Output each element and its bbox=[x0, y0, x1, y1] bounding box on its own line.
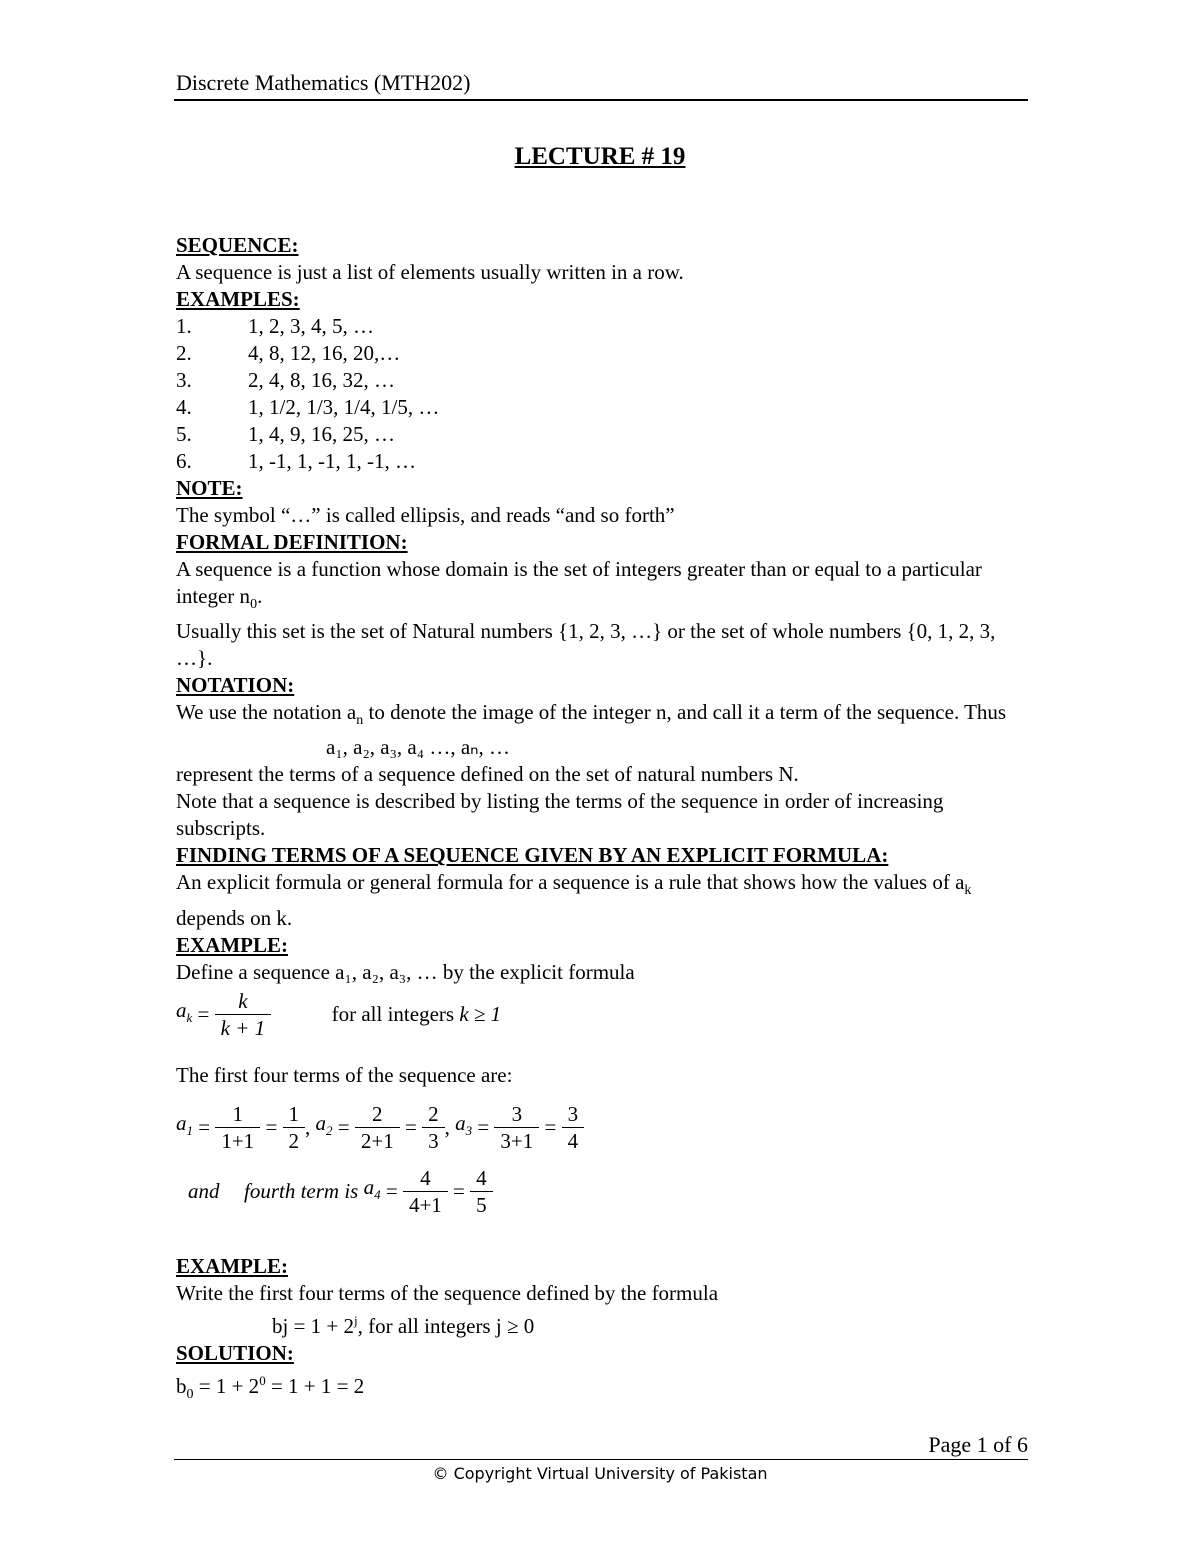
formal-definition-heading: FORMAL DEFINITION: bbox=[176, 530, 408, 554]
formal-definition-text: A sequence is a function whose domain is the set of integers greater than or equal to a particular integer $n_0$. bbox=[176, 557, 982, 613]
term-fraction: $\frac{2}{3}$ bbox=[422, 1101, 445, 1154]
note-text: The symbol “…” is called ellipsis, and reads “and so forth” bbox=[176, 503, 675, 527]
sequence-definition: A sequence is just a list of elements usually written in a row. bbox=[176, 260, 684, 284]
list-item: 2. 4, 8, 12, 16, 20,… bbox=[176, 341, 401, 365]
solution-b0: $b_0 = 1 + 2^0 = 1 + 1 = 2$ bbox=[176, 1372, 365, 1402]
term-fraction: $\frac{3}{3+1}$ bbox=[494, 1101, 539, 1154]
term-fraction: $\frac{1}{1+1}$ bbox=[215, 1101, 260, 1154]
examples-list bbox=[176, 313, 1036, 475]
solution-heading: SOLUTION: bbox=[176, 1340, 294, 1365]
formula-condition: for all integers k ≥ 1 bbox=[331, 1001, 502, 1026]
list-item: 1. 1, 2, 3, 4, 5, … bbox=[176, 314, 374, 338]
list-item: 3. 2, 4, 8, 16, 32, … bbox=[176, 368, 395, 392]
term-fraction: $\frac{4}{4+1}$ bbox=[403, 1165, 448, 1218]
list-item: 4. 1, 1/2, 1/3, 1/4, 1/5, … bbox=[176, 395, 440, 419]
example1-first-four: The first four terms of the sequence are: bbox=[176, 1062, 513, 1087]
formula-lhs: $a_k$ bbox=[176, 997, 193, 1026]
notation-text: We use the notation $a_n$ to denote the image of the integer n, and call it a term of the sequence. Thus bbox=[176, 700, 1007, 729]
term-fraction: $\frac{4}{5}$ bbox=[470, 1165, 493, 1218]
example2-formula: bj = $1 + 2^j$, for all integers j ≥ 0 bbox=[272, 1312, 535, 1338]
sequence-heading: SEQUENCE: bbox=[176, 233, 299, 257]
notation-heading: NOTATION: bbox=[176, 673, 295, 698]
example2-heading: EXAMPLE: bbox=[176, 1253, 288, 1278]
example1-heading: EXAMPLE: bbox=[176, 932, 288, 957]
page-body bbox=[176, 232, 1036, 1408]
notation-represent: represent the terms of a sequence defined on the set of natural numbers N. bbox=[176, 762, 799, 787]
formal-definition-sets: Usually this set is the set of Natural numbers {1, 2, 3, …} or the set of whole numbers {0, 1, 2, 3, …}. bbox=[176, 619, 996, 671]
explicit-formula-heading: FINDING TERMS OF A SEQUENCE GIVEN BY AN EXPLICIT FORMULA: bbox=[176, 843, 889, 868]
notation-terms: a₁, a₂, a₃, a₄ …, aₙ, … bbox=[326, 735, 511, 760]
page-number: Page 1 of 6 bbox=[928, 1432, 1028, 1457]
footer-rule bbox=[174, 1459, 1028, 1460]
term-fraction: $\frac{2}{2+1}$ bbox=[355, 1101, 400, 1154]
example1-fourth-term: and fourth term is $a_4$ = $\frac{4}{4+1}$ = $\frac{4}{5}$ bbox=[176, 1165, 1036, 1225]
example1-intro: Define a sequence a₁, a₂, a₃, … by the explicit formula bbox=[176, 959, 635, 984]
list-item: 5. 1, 4, 9, 16, 25, … bbox=[176, 422, 395, 446]
header-rule bbox=[174, 99, 1028, 101]
lecture-title: LECTURE # 19 bbox=[514, 143, 686, 170]
term-fraction: $\frac{1}{2}$ bbox=[283, 1101, 306, 1154]
formula-fraction: $\frac{k}{k + 1}$ bbox=[215, 988, 272, 1041]
examples-heading: EXAMPLES: bbox=[176, 287, 300, 311]
footer-copyright: © Copyright Virtual University of Pakistan bbox=[432, 1464, 768, 1483]
list-item: 6. 1, -1, 1, -1, 1, -1, … bbox=[176, 449, 416, 473]
example2-intro: Write the first four terms of the sequence defined by the formula bbox=[176, 1280, 719, 1305]
notation-note: Note that a sequence is described by listing the terms of the sequence in order of increasing subscripts. bbox=[176, 789, 944, 841]
example1-formula: $a_k$ = $\frac{k}{k + 1}$ for all integers k ≥ 1 bbox=[176, 988, 502, 1040]
header-course-title: Discrete Mathematics (MTH202) bbox=[176, 70, 471, 95]
note-heading: NOTE: bbox=[176, 476, 243, 500]
explicit-formula-text: An explicit formula or general formula for a sequence is a rule that shows how the values of $a_k$ depends on k. bbox=[176, 870, 972, 930]
term-fraction: $\frac{3}{4}$ bbox=[562, 1101, 585, 1154]
example1-terms: $a_1$ = $\frac{1}{1+1}$ = $\frac{1}{2}$ , $a_2$ = $\frac{2}{2+1}$ = $\frac{2}{3}$ , $a_3$ = $\frac{3}{3+1}$ = $\frac{3}{4}$ bbox=[176, 1101, 1036, 1161]
